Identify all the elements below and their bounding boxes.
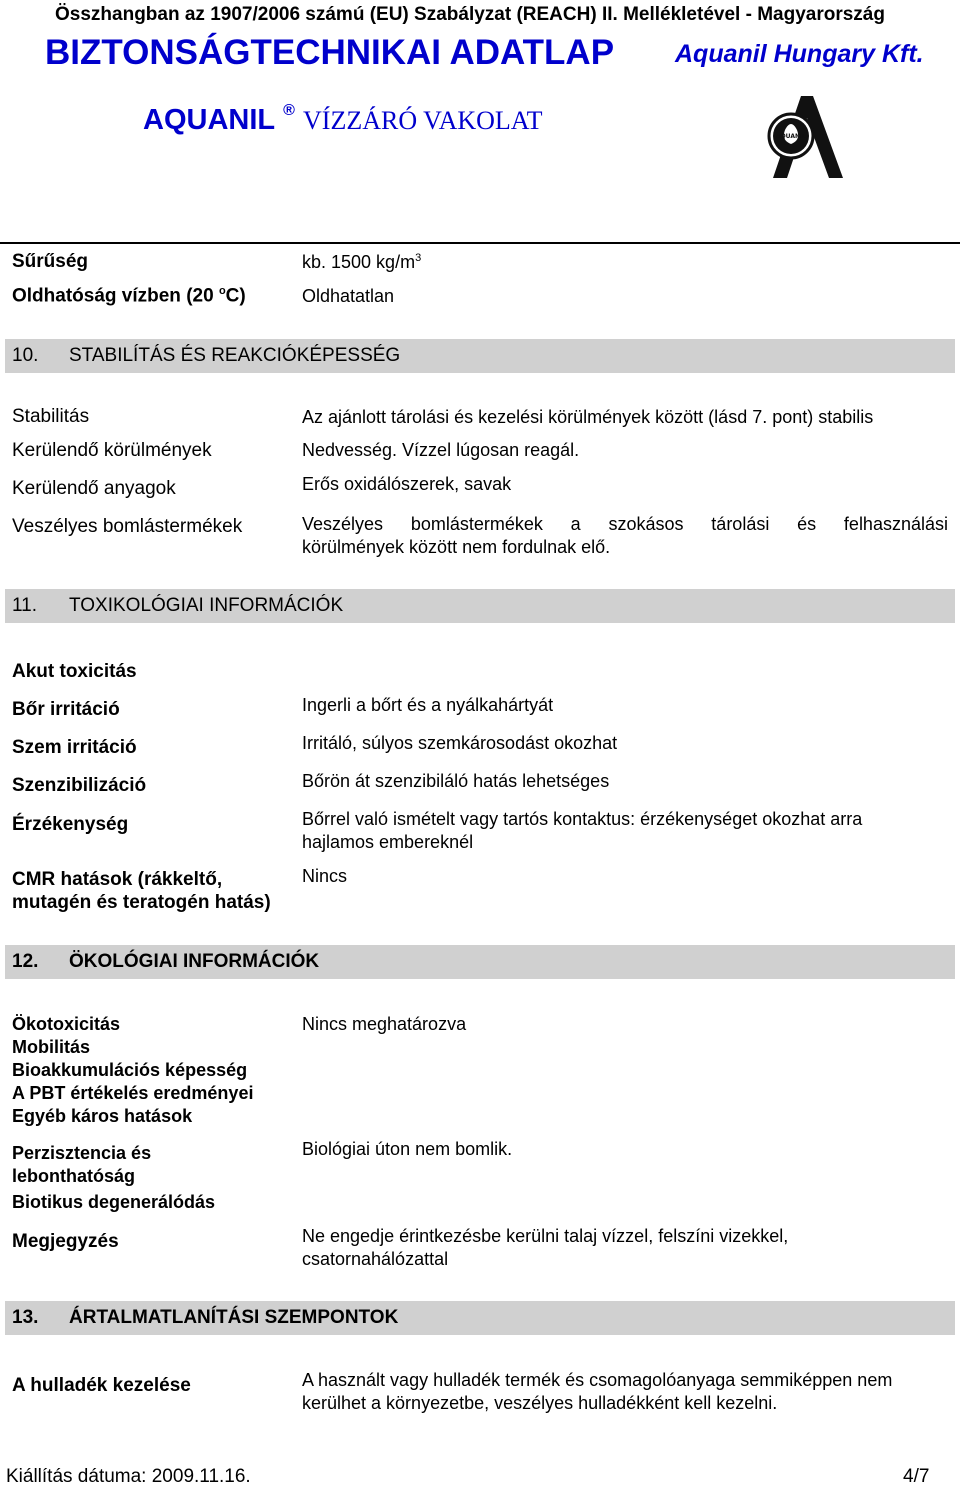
section-title: ÁRTALMATLANÍTÁSI SZEMPONTOK (69, 1307, 399, 1328)
solubility-label-a: Oldhatóság vízben (20 (12, 285, 214, 307)
solubility-label (12, 285, 246, 307)
conditions-label: Kerülendő körülmények (12, 440, 212, 461)
section-title: TOXIKOLÓGIAI INFORMÁCIÓK (69, 595, 344, 616)
skin-irritation-value: Ingerli a bőrt és a nyálkahártyát (302, 695, 554, 715)
density-label: Sűrűség (12, 251, 89, 272)
persistence-label-line2: lebonthatóság (12, 1166, 136, 1186)
remark-value-line2: csatornahálózattal (302, 1249, 449, 1269)
waste-value-line1: A használt vagy hulladék termék és csomagolóanyaga semmiképpen nem (302, 1370, 893, 1390)
other-effects-label: Egyéb káros hatások (12, 1106, 193, 1126)
eco-block-value: Nincs meghatározva (302, 1014, 467, 1034)
decomposition-label: Veszélyes bomlástermékek (12, 516, 243, 537)
eye-irritation-value: Irritáló, súlyos szemkárosodást okozhat (302, 733, 618, 753)
cmr-label-line2: mutagén és teratogén hatás) (12, 892, 271, 913)
materials-value: Erős oxidálószerek, savak (302, 474, 512, 494)
persistence-value: Biológiai úton nem bomlik. (302, 1139, 513, 1159)
issue-date: Kiállítás dátuma: 2009.11.16. (6, 1466, 251, 1487)
page-number: 4/7 (903, 1466, 930, 1487)
solubility-value: Oldhatatlan (302, 286, 395, 306)
registered-mark: ® (283, 102, 295, 119)
stability-label: Stabilitás (12, 406, 90, 427)
skin-irritation-label: Bőr irritáció (12, 699, 120, 720)
product-brand: AQUANIL (143, 104, 276, 136)
sensitivity-label: Érzékenység (12, 814, 129, 835)
sensitivity-value-line2: hajlamos embereknél (302, 832, 474, 852)
conditions-value: Nedvesség. Vízzel lúgosan reagál. (302, 440, 580, 460)
persistence-label-line1: Perzisztencia és (12, 1143, 152, 1163)
product-title (143, 102, 543, 137)
waste-value-line2: kerülhet a környezetbe, veszélyes hulladékként kell kezelni. (302, 1393, 778, 1413)
ecotoxicity-label: Ökotoxicitás (12, 1014, 121, 1034)
sensitization-label: Szenzibilizáció (12, 775, 147, 796)
acute-toxicity-label: Akut toxicitás (12, 661, 137, 682)
section-number: 12. (12, 951, 39, 972)
header-rule (0, 242, 960, 244)
section-10-header (5, 339, 955, 373)
section-number: 11. (12, 595, 38, 616)
section-title: STABILÍTÁS ÉS REAKCIÓKÉPESSÉG (69, 345, 401, 366)
aquanil-logo (755, 90, 855, 190)
biotic-label: Biotikus degenerálódás (12, 1192, 216, 1212)
solubility-label-b: C) (225, 285, 246, 307)
remark-value-line1: Ne engedje érintkezésbe kerülni talaj vízzel, felszíni vizekkel, (302, 1226, 789, 1246)
degree-sup: o (218, 285, 226, 297)
section-number: 10. (12, 345, 39, 366)
logo-text: AQUANIL (775, 133, 807, 140)
cmr-label-line1: CMR hatások (rákkeltő, (12, 869, 223, 890)
persistence-label (12, 1142, 151, 1188)
pbt-label: A PBT értékelés eredményei (12, 1083, 254, 1103)
sensitization-value: Bőrön át szenzibiláló hatás lehetséges (302, 771, 610, 791)
document-title: BIZTONSÁGTECHNIKAI ADATLAP (45, 33, 615, 72)
remark-label: Megjegyzés (12, 1231, 119, 1252)
product-name: VÍZZÁRÓ VAKOLAT (303, 106, 543, 135)
decomposition-value-line2: körülmények között nem fordulnak elő. (302, 537, 611, 557)
section-title: ÖKOLÓGIAI INFORMÁCIÓK (69, 951, 320, 972)
materials-label: Kerülendő anyagok (12, 478, 176, 499)
section-number: 13. (12, 1307, 39, 1328)
density-value-text: kb. 1500 kg/m (302, 252, 416, 272)
mobility-label: Mobilitás (12, 1037, 91, 1057)
density-value (302, 252, 421, 273)
regulation-line: Összhangban az 1907/2006 számú (EU) Szabályzat (REACH) II. Mellékletével - Magyarország (55, 4, 885, 25)
density-unit-sup: 3 (415, 252, 422, 264)
company-name: Aquanil Hungary Kft. (675, 40, 924, 68)
eco-labels-block (12, 1013, 253, 1128)
sensitivity-value-line1: Bőrrel való ismételt vagy tartós kontaktus: érzékenységet okozhat arra (302, 809, 863, 829)
eye-irritation-label: Szem irritáció (12, 737, 137, 758)
cmr-value: Nincs (302, 866, 348, 886)
waste-label: A hulladék kezelése (12, 1375, 191, 1396)
bioaccumulation-label: Bioakkumulációs képesség (12, 1060, 248, 1080)
decomposition-value-line1: Veszélyes bomlástermékek a szokásos tárolási és felhasználási (302, 514, 948, 534)
section-13-header (5, 1301, 955, 1335)
section-12-header (5, 945, 955, 979)
section-11-header (5, 589, 955, 623)
stability-value: Az ajánlott tárolási és kezelési körülmények között (lásd 7. pont) stabilis (302, 407, 874, 427)
